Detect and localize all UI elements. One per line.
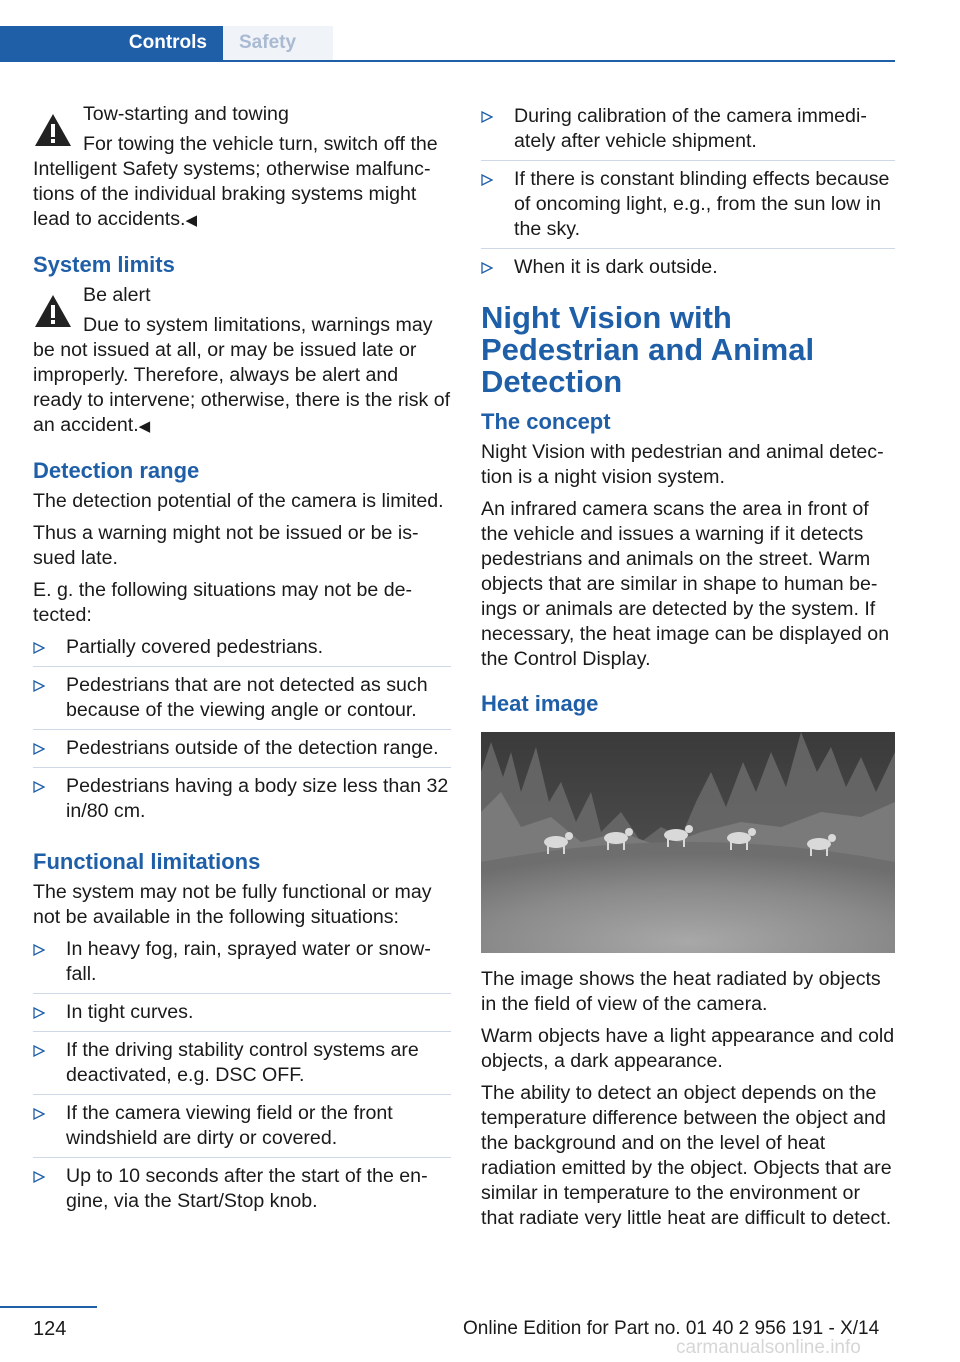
list-item bbox=[481, 104, 895, 161]
list-item-text: Partially covered pedestrians. bbox=[66, 636, 324, 658]
triangle-bullet-icon bbox=[33, 680, 45, 692]
list-item-text: If there is constant blinding effects because of oncoming light, e.g., from the sun low in the sky. bbox=[514, 168, 890, 240]
warning-title: Be alert bbox=[83, 284, 151, 306]
right-column bbox=[481, 104, 895, 1238]
functional-list-continued bbox=[481, 104, 895, 286]
list-item-text: If the driving stability control systems are deactivated, e.g. DSC OFF. bbox=[66, 1039, 419, 1086]
warning-body-rest: Intelligent Safety systems; otherwise malfunctions of the individual braking systems might lead to accidents. bbox=[33, 158, 431, 230]
paragraph: The ability to detect an object depends on the temperature difference between the object and the background and on the level of heat radiation emitted by the object. Objects that are similar in temperature to the environment or that radiate very little heat are difficult to detect. bbox=[481, 1082, 892, 1229]
list-item-text: Pedestrians that are not detected as such because of the viewing angle or contour. bbox=[66, 674, 428, 721]
triangle-bullet-icon bbox=[481, 262, 493, 274]
warning-be-alert bbox=[33, 283, 451, 439]
warning-body-first: Due to system limitations, warnings may bbox=[83, 314, 433, 336]
warning-triangle-icon bbox=[33, 293, 73, 329]
triangle-bullet-icon bbox=[33, 1007, 45, 1019]
tab-controls[interactable]: Controls bbox=[0, 26, 223, 60]
list-item-text: Pedestrians outside of the detection range. bbox=[66, 737, 439, 759]
triangle-bullet-icon bbox=[33, 642, 45, 654]
warning-body bbox=[33, 132, 451, 233]
paragraph: The system may not be fully functional or may not be available in the following situations: bbox=[33, 881, 432, 928]
heat-image-illustration bbox=[481, 732, 895, 953]
triangle-bullet-icon bbox=[33, 1108, 45, 1120]
list-item bbox=[33, 774, 451, 830]
paragraph: Warm objects have a light appearance and cold objects, a dark appearance. bbox=[481, 1025, 895, 1072]
list-item bbox=[33, 1101, 451, 1158]
warning-body bbox=[33, 313, 451, 439]
list-item-text: If the camera viewing field or the front windshield are dirty or covered. bbox=[66, 1102, 393, 1149]
left-column bbox=[33, 100, 451, 1226]
triangle-bullet-icon bbox=[33, 781, 45, 793]
triangle-bullet-icon bbox=[481, 111, 493, 123]
detection-list bbox=[33, 635, 451, 830]
list-item bbox=[481, 255, 895, 286]
tab-safety[interactable]: Safety bbox=[223, 26, 333, 60]
edition-note: Online Edition for Part no. 01 40 2 956 191 - X/14 bbox=[463, 1318, 880, 1339]
list-item-text: Up to 10 seconds after the start of the engine, via the Start/Stop knob. bbox=[66, 1165, 428, 1212]
list-item-text: When it is dark outside. bbox=[514, 256, 718, 278]
header-rule bbox=[0, 60, 895, 62]
list-item-text: In tight curves. bbox=[66, 1001, 194, 1023]
paragraph: Thus a warning might not be issued or be issued late. bbox=[33, 522, 419, 569]
watermark: carmanualsonline.info bbox=[676, 1337, 861, 1358]
heading-detection-range: Detection range bbox=[33, 458, 200, 483]
end-mark-icon: ◀ bbox=[138, 418, 151, 435]
paragraph: Night Vision with pedestrian and animal detection is a night vision system. bbox=[481, 441, 884, 488]
list-item bbox=[481, 167, 895, 249]
list-item bbox=[33, 736, 451, 768]
list-item-text: During calibration of the camera immediately after vehicle shipment. bbox=[514, 105, 867, 152]
list-item-text: In heavy fog, rain, sprayed water or snowfall. bbox=[66, 938, 431, 985]
chapter-header bbox=[0, 26, 895, 62]
list-item bbox=[33, 635, 451, 667]
list-item-text: Pedestrians having a body size less than 32 in/80 cm. bbox=[66, 775, 449, 822]
warning-title: Tow-starting and towing bbox=[83, 103, 289, 125]
heading-functional-limitations: Functional limitations bbox=[33, 849, 261, 874]
functional-list bbox=[33, 937, 451, 1220]
paragraph: An infrared camera scans the area in front of the vehicle and issues a warning if it detects pedestrians and animals on the street. Warm objects that are similar in shape to human beings or animals are detected by the system. If necessary, the heat image can be displayed on the Control Display. bbox=[481, 498, 890, 670]
warning-triangle-icon bbox=[33, 112, 73, 148]
triangle-bullet-icon bbox=[33, 743, 45, 755]
paragraph: The image shows the heat radiated by objects in the field of view of the camera. bbox=[481, 968, 881, 1015]
triangle-bullet-icon bbox=[33, 1171, 45, 1183]
list-item bbox=[33, 1164, 451, 1220]
list-item bbox=[33, 1000, 451, 1032]
warning-body-rest: be not issued at all, or may be issued late or improperly. Therefore, always be alert and ready to intervene; otherwise, there is the risk of an accident. bbox=[33, 339, 451, 436]
list-item bbox=[33, 937, 451, 994]
list-item bbox=[33, 1038, 451, 1095]
triangle-bullet-icon bbox=[33, 944, 45, 956]
paragraph: E. g. the following situations may not be detected: bbox=[33, 579, 413, 626]
heading-heat-image: Heat image bbox=[481, 691, 599, 716]
triangle-bullet-icon bbox=[33, 1045, 45, 1057]
footer-rule bbox=[0, 1306, 97, 1308]
page-number: 124 bbox=[33, 1318, 67, 1340]
list-item bbox=[33, 673, 451, 730]
heading-concept: The concept bbox=[481, 409, 611, 434]
heading-system-limits: System limits bbox=[33, 252, 175, 277]
paragraph: The detection potential of the camera is limited. bbox=[33, 490, 444, 512]
warning-body-first: For towing the vehicle turn, switch off the bbox=[83, 133, 438, 155]
triangle-bullet-icon bbox=[481, 174, 493, 186]
heading-night-vision: Night Vision with Pedestrian and Animal Detection bbox=[481, 300, 815, 399]
warning-towing bbox=[33, 102, 451, 233]
end-mark-icon: ◀ bbox=[185, 212, 198, 229]
